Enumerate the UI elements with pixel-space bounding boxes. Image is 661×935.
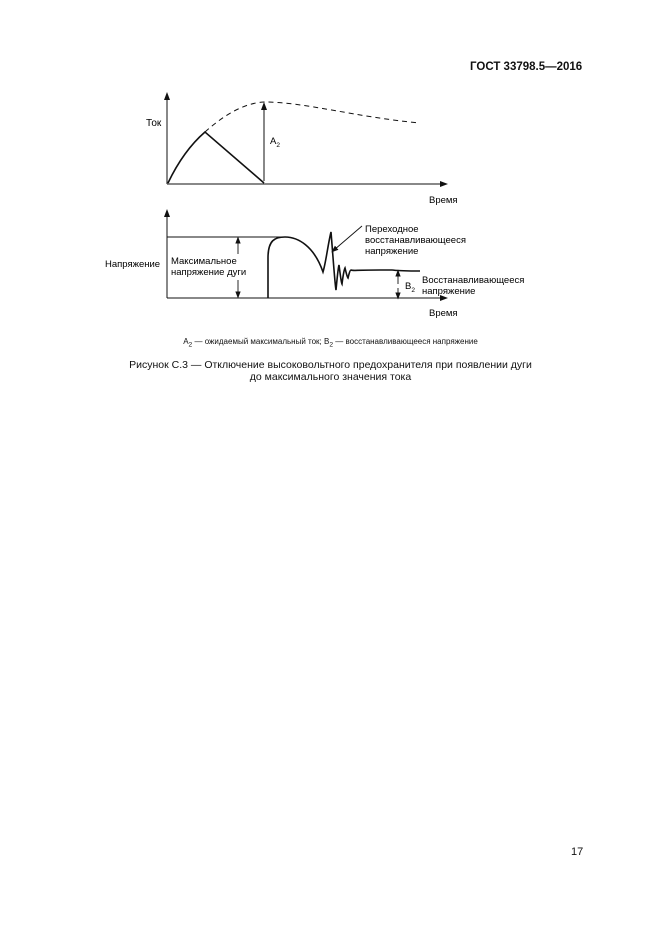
standard-number: ГОСТ 33798.5—2016 [470,61,583,73]
max-voltage-label: Максимальное напряжение дуги [171,256,247,278]
b2-label: $B_2$ [405,281,415,294]
page-number: 17 [571,846,584,858]
time-axis-label-top: Время [429,195,458,206]
current-curve [168,132,264,183]
legend-a-text: — ожидаемый максимальный ток; [192,337,325,346]
legend-a-symbol: A [183,337,189,346]
figure-caption [0,359,661,383]
caption-line-1: Рисунок С.3 — Отключение высоковольтного предохранителя при появлении дуги [129,359,532,371]
voltage-axis-label: Напряжение [105,259,161,270]
legend-a-subscript: 2 [188,341,193,349]
transient-voltage-label: Переходное восстанавливающееся напряжение [365,224,466,257]
figure-current-voltage-diagram [100,90,560,330]
legend-b-text: — восстанавливающееся напряжение [333,337,478,346]
time-axis-label-bottom: Время [429,308,458,319]
legend-b-symbol: B [324,337,330,346]
legend-b-subscript: 2 [329,341,334,349]
prospective-current-curve [205,102,420,132]
voltage-plot [105,213,527,319]
transient-pointer-arrow [334,226,362,250]
current-axis-label: Ток [146,118,162,129]
figure-legend [0,337,661,349]
caption-line-2: до максимального значения тока [249,371,412,383]
current-plot [146,96,458,206]
a2-label: $A_2$ [270,136,280,149]
recovery-voltage-label: Восстанавливающееся напряжение [422,275,525,297]
